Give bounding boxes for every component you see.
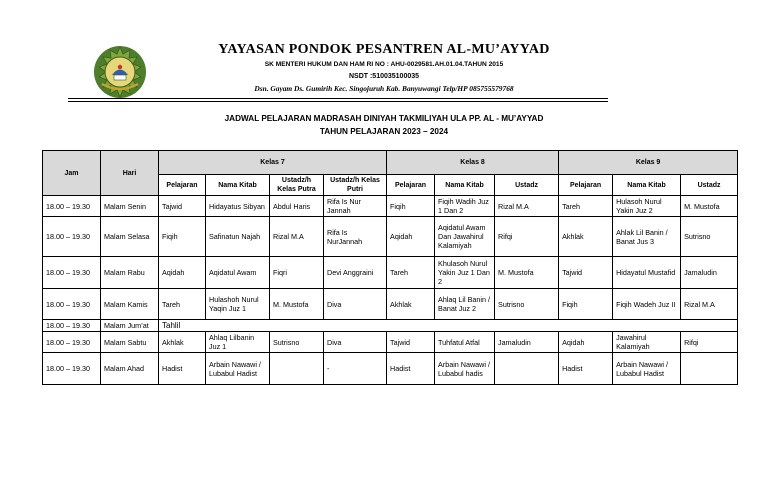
cell-k7-pelajaran: Fiqih xyxy=(159,217,206,257)
cell-k8-pelajaran: Tareh xyxy=(387,257,435,289)
cell-k8-kitab: Aqidatul Awam Dan Jawahirul Kalamiyah xyxy=(435,217,495,257)
cell-k8-ustadz: Sutrisno xyxy=(495,289,559,320)
cell-hari: Malam Selasa xyxy=(101,217,159,257)
col-header-kelas-7: Kelas 7 xyxy=(159,151,387,175)
cell-k9-kitab: Jawahirul Kalamiyah xyxy=(613,332,681,353)
cell-k9-pelajaran: Aqidah xyxy=(559,332,613,353)
institution-emblem-icon xyxy=(92,44,148,100)
schedule-table xyxy=(42,150,738,385)
cell-k9-kitab: Fiqih Wadeh Juz II xyxy=(613,289,681,320)
nsdt-line: NSDT :510035100035 xyxy=(348,73,420,80)
cell-k7-pelajaran: Tareh xyxy=(159,289,206,320)
col-header-k9-pelajaran: Pelajaran xyxy=(559,175,613,196)
col-header-kelas-8: Kelas 8 xyxy=(387,151,559,175)
cell-k9-ustadz: Sutrisno xyxy=(681,217,738,257)
cell-k7-putra xyxy=(270,353,324,385)
col-header-hari: Hari xyxy=(101,151,159,196)
organization-name: YAYASAN PONDOK PESANTREN AL-MU’AYYAD xyxy=(218,42,550,57)
cell-jam: 18.00 – 19.30 xyxy=(43,332,101,353)
cell-k7-putri: Devi Anggraini xyxy=(324,257,387,289)
letterhead-rule-thin xyxy=(68,101,608,102)
cell-k7-putri: Diva xyxy=(324,332,387,353)
cell-jam: 18.00 – 19.30 xyxy=(43,353,101,385)
letterhead-rule-thick xyxy=(68,98,608,99)
col-header-k8-kitab: Nama Kitab xyxy=(435,175,495,196)
cell-jam: 18.00 – 19.30 xyxy=(43,257,101,289)
cell-hari: Malam Kamis xyxy=(101,289,159,320)
cell-k8-kitab: Arbain Nawawi / Lubabul hadis xyxy=(435,353,495,385)
cell-hari: Malam Sabtu xyxy=(101,332,159,353)
cell-k9-kitab: Hidayatul Mustafid xyxy=(613,257,681,289)
cell-hari: Malam Senin xyxy=(101,196,159,217)
table-row xyxy=(43,217,738,257)
cell-k8-kitab: Tuhfatul Atfal xyxy=(435,332,495,353)
col-header-k7-kitab: Nama Kitab xyxy=(206,175,270,196)
col-header-jam: Jam xyxy=(43,151,101,196)
table-row xyxy=(43,196,738,217)
cell-k7-putra: Sutrisno xyxy=(270,332,324,353)
col-header-k7-ustadz-putri: Ustadz/h Kelas Putri xyxy=(324,175,387,196)
cell-k8-ustadz: Rizal M.A xyxy=(495,196,559,217)
cell-hari: Malam Jum’at xyxy=(101,320,159,332)
cell-k8-pelajaran: Hadist xyxy=(387,353,435,385)
table-row xyxy=(43,289,738,320)
cell-jam: 18.00 – 19.30 xyxy=(43,196,101,217)
cell-jam: 18.00 – 19.30 xyxy=(43,289,101,320)
cell-k7-pelajaran: Tajwid xyxy=(159,196,206,217)
cell-k9-ustadz: M. Mustofa xyxy=(681,196,738,217)
cell-k9-ustadz xyxy=(681,353,738,385)
cell-k9-pelajaran: Akhlak xyxy=(559,217,613,257)
cell-k9-pelajaran: Tajwid xyxy=(559,257,613,289)
table-row xyxy=(43,332,738,353)
cell-k9-kitab: Hulasoh Nurul Yakin Juz 2 xyxy=(613,196,681,217)
table-row xyxy=(43,257,738,289)
col-header-k7-pelajaran: Pelajaran xyxy=(159,175,206,196)
cell-k8-ustadz: M. Mustofa xyxy=(495,257,559,289)
col-header-k9-kitab: Nama Kitab xyxy=(613,175,681,196)
cell-hari: Malam Rabu xyxy=(101,257,159,289)
cell-jam: 18.00 – 19.30 xyxy=(43,320,101,332)
cell-tahlil: Tahlil xyxy=(159,320,738,332)
cell-k7-putra: Fiqri xyxy=(270,257,324,289)
cell-k7-pelajaran: Akhlak xyxy=(159,332,206,353)
cell-hari: Malam Ahad xyxy=(101,353,159,385)
cell-k7-pelajaran: Aqidah xyxy=(159,257,206,289)
col-header-k9-ustadz: Ustadz xyxy=(681,175,738,196)
cell-k9-ustadz: Jamaludin xyxy=(681,257,738,289)
cell-k8-ustadz: Rifqi xyxy=(495,217,559,257)
cell-k7-kitab: Aqidatul Awam xyxy=(206,257,270,289)
cell-k7-putri: - xyxy=(324,353,387,385)
table-row xyxy=(43,353,738,385)
cell-k7-putri: Rifa Is NurJannah xyxy=(324,217,387,257)
cell-k7-kitab: Hidayatus Sibyan xyxy=(206,196,270,217)
cell-k9-pelajaran: Tareh xyxy=(559,196,613,217)
cell-k7-putra: M. Mustofa xyxy=(270,289,324,320)
col-header-k7-ustadz-putra: Ustadz/h Kelas Putra xyxy=(270,175,324,196)
cell-k8-kitab: Fiqih Wadih Juz 1 Dan 2 xyxy=(435,196,495,217)
address-line: Dsn. Gayam Ds. Gumirih Kec. Singojuruh Kab. Banyuwangi Telp/HP 085755579768 xyxy=(254,84,514,93)
table-row xyxy=(43,320,738,332)
document-year: TAHUN PELAJARAN 2023 – 2024 xyxy=(319,127,449,136)
cell-k7-kitab: Arbain Nawawi / Lubabul Hadist xyxy=(206,353,270,385)
col-header-kelas-9: Kelas 9 xyxy=(559,151,738,175)
cell-k8-pelajaran: Akhlak xyxy=(387,289,435,320)
cell-k8-pelajaran: Aqidah xyxy=(387,217,435,257)
cell-k9-ustadz: Rifqi xyxy=(681,332,738,353)
cell-k8-pelajaran: Tajwid xyxy=(387,332,435,353)
cell-k8-ustadz: Jamaludin xyxy=(495,332,559,353)
cell-k8-kitab: Khulasoh Nurul Yakin Juz 1 Dan 2 xyxy=(435,257,495,289)
cell-k8-pelajaran: Fiqih xyxy=(387,196,435,217)
cell-k7-putri: Diva xyxy=(324,289,387,320)
cell-k8-ustadz xyxy=(495,353,559,385)
cell-k7-kitab: Ahlaq Lilbanin Juz 1 xyxy=(206,332,270,353)
document-title: JADWAL PELAJARAN MADRASAH DINIYAH TAKMILIYAH ULA PP. AL - MU’AYYAD xyxy=(224,114,544,123)
decree-line: SK MENTERI HUKUM DAN HAM RI NO : AHU-0029581.AH.01.04.TAHUN 2015 xyxy=(264,61,504,68)
cell-k9-kitab: Arbain Nawawi / Lubabul Hadist xyxy=(613,353,681,385)
cell-k9-kitab: Ahlak Lil Banin / Banat Jus 3 xyxy=(613,217,681,257)
cell-k8-kitab: Ahlaq Lil Banin / Banat Juz 2 xyxy=(435,289,495,320)
cell-k7-kitab: Hulashoh Nurul Yaqin Juz 1 xyxy=(206,289,270,320)
cell-k7-kitab: Safinatun Najah xyxy=(206,217,270,257)
cell-k7-putra: Rizal M.A xyxy=(270,217,324,257)
cell-k9-ustadz: Rizal M.A xyxy=(681,289,738,320)
cell-k7-pelajaran: Hadist xyxy=(159,353,206,385)
cell-jam: 18.00 – 19.30 xyxy=(43,217,101,257)
cell-k9-pelajaran: Hadist xyxy=(559,353,613,385)
cell-k9-pelajaran: Fiqih xyxy=(559,289,613,320)
col-header-k8-ustadz: Ustadz xyxy=(495,175,559,196)
col-header-k8-pelajaran: Pelajaran xyxy=(387,175,435,196)
header-row-classes xyxy=(43,151,738,175)
cell-k7-putra: Abdul Haris xyxy=(270,196,324,217)
cell-k7-putri: Rifa Is Nur Jannah xyxy=(324,196,387,217)
